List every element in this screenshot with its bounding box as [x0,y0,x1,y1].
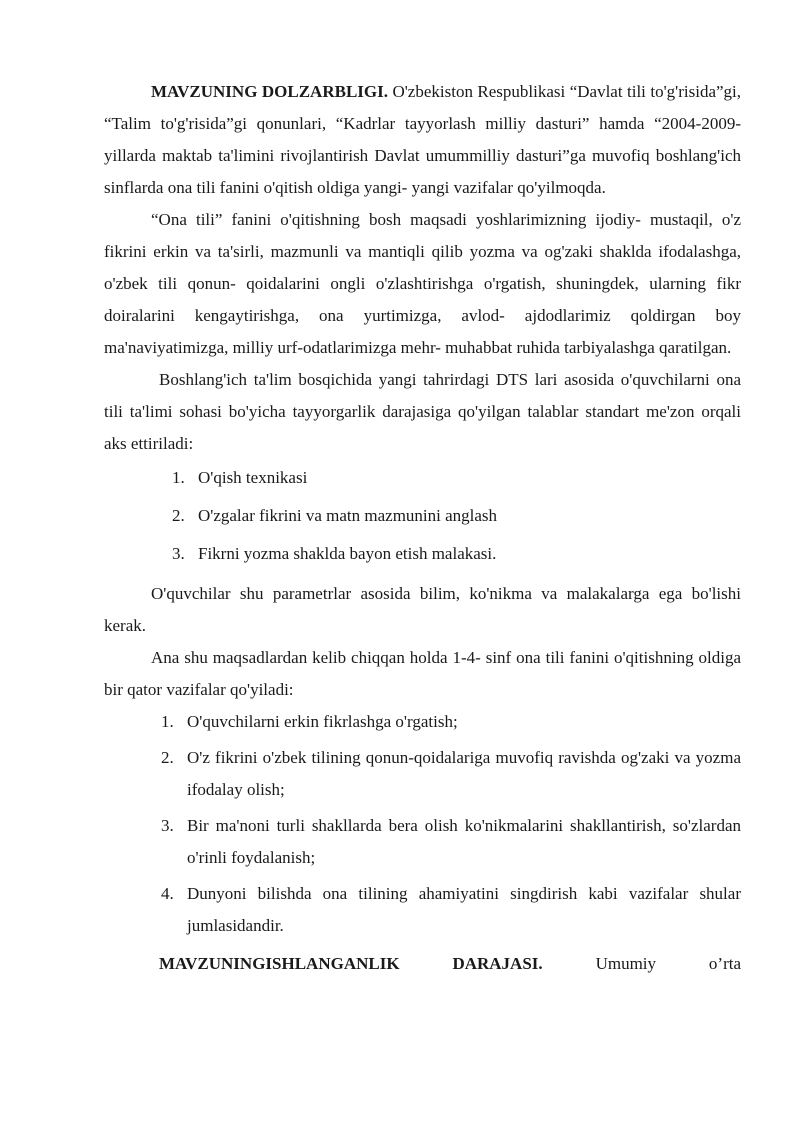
list-item-text: O'zgalar fikrini va matn mazmunini anglash [198,506,498,525]
section-heading-relevance: MAVZUNING DOLZARBLIGI. [151,82,388,101]
paragraph-parameters: O'quvchilar shu parametrlar asosida bilim, ko'nikma va malakalarga ega bo'lishi kerak. [104,584,741,635]
list-item-number: 2. [172,506,185,525]
requirements-list [104,464,741,568]
list-item-text: O'quvchilarni erkin fikrlashga o'rgatish; [187,712,458,731]
list-item-text: O'qish texnikasi [198,468,308,487]
paragraph-standards: Boshlang'ich ta'lim bosqichida yangi tahrirdagi DTS lari asosida o'quvchilarni ona tili ta'limi sohasi bo'yicha tayyorgarlik darajasiga qo'yilgan talablar standart me'zon orqali aks ettiriladi: [104,370,741,453]
list-item-number: 1. [161,712,174,731]
list-item-text: Dunyoni bilishda ona tilining ahamiyatini singdirish kabi vazifalar shular jumlasidandir. [187,884,741,935]
list-item-number: 3. [172,544,185,563]
paragraph-tasks: Ana shu maqsadlardan kelib chiqqan holda 1-4- sinf ona tili fanini o'qitishning oldiga bir qator vazifalar qo'yiladi: [104,648,741,699]
list-item-text: Bir ma'noni turli shakllarda bera olish ko'nikmalarini shakllantirish, so'zlardan o'rinli foydalanish; [187,816,741,867]
list-item [104,742,741,806]
paragraph-relevance [104,76,741,204]
list-item [104,540,741,568]
list-item-number: 4. [161,884,174,903]
list-item [104,706,741,738]
list-item-text: O'z fikrini o'zbek tilining qonun-qoidalariga muvofiq ravishda og'zaki va yozma ifodalay olish; [187,748,741,799]
paragraph-relevance-text: O'zbekiston Respublikasi “Davlat tili to'g'risida”gi, “Talim to'g'risida”gi qonunlari, “Kadrlar tayyorlash milliy dasturi” hamda “2004-2009-yillarda maktab ta'limini rivojlantirish Davlat umummilliy dasturi”ga muvofiq boshlang'ich sinflarda ona tili fanini o'qitish oldiga yangi- yangi vazifalar qo'yilmoqda. [104,82,742,197]
list-item [104,810,741,874]
tasks-list [104,706,741,942]
paragraph-development-level-text: Umumiy o’rta [542,954,742,973]
section-heading-development-level: MAVZUNINGISHLANGANLIK DARAJASI. [159,954,543,973]
list-item-number: 1. [172,468,185,487]
document-page [104,76,741,980]
paragraph-development-level [104,948,741,980]
list-item-text: Fikrni yozma shaklda bayon etish malakasi. [198,544,497,563]
list-item-number: 2. [161,748,174,767]
list-item [104,502,741,530]
list-item [104,464,741,492]
list-item [104,878,741,942]
list-item-number: 3. [161,816,174,835]
paragraph-goal: “Ona tili” fanini o'qitishning bosh maqsadi yoshlarimizning ijodiy- mustaqil, o'z fikrini erkin va ta'sirli, mazmunli va mantiqli qilib yozma va og'zaki shaklda ifodalashga, o'zbek tili qonun- qoidalarini ongli o'zlashtirishga o'rgatish, shuningdek, ularning fikr doiralarini kengaytirishga, ona yurtimizga, avlod- ajdodlarimiz qoldirgan boy ma'naviyatimizga, milliy urf-odatlarimizga mehr- muhabbat ruhida tarbiyalashga qaratilgan. [104,210,741,357]
